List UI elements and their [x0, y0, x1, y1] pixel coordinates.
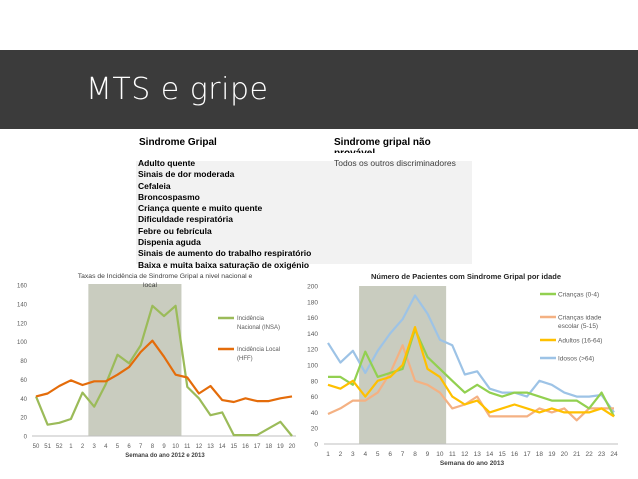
- header-syndrome: Sindrome Gripal: [139, 137, 217, 148]
- x-tick-label: 17: [253, 444, 261, 450]
- x-tick-label: 51: [44, 444, 51, 450]
- legend-entry: Crianças (0-4): [558, 291, 600, 299]
- chart-title: Taxas de Incidência de Sindrome Gripal a nivel nacional e: [77, 273, 253, 280]
- legend-entry: Crianças idade escolar (5-15): [558, 314, 602, 330]
- y-tick-label: 140: [16, 302, 27, 309]
- list-item: Febre ou febrícula: [138, 225, 212, 236]
- y-tick-label: 100: [16, 340, 27, 347]
- x-tick-label: 18: [265, 444, 273, 450]
- x-tick-label: 13: [207, 444, 214, 450]
- legend-entry: Incidência Local (HFF): [237, 347, 281, 362]
- x-tick-label: 21: [573, 451, 581, 458]
- x-tick-label: 3: [351, 451, 355, 458]
- x-tick-label: 14: [218, 444, 226, 450]
- x-tick-label: 6: [388, 451, 392, 458]
- x-tick-label: 52: [55, 444, 63, 450]
- x-tick-label: 20: [560, 451, 568, 458]
- x-tick-label: 10: [172, 444, 179, 450]
- other-discriminators: Todos os outros discriminadores: [334, 158, 456, 168]
- x-tick-label: 4: [104, 444, 108, 450]
- x-axis-label: Semana do ano 2012 e 2013: [125, 453, 205, 459]
- x-tick-label: 16: [510, 451, 519, 458]
- legend-entry: Adultos (16-64): [558, 337, 603, 345]
- list-item: Adulto quente: [138, 158, 196, 168]
- x-tick-label: 7: [139, 444, 143, 450]
- x-tick-label: 16: [242, 444, 249, 450]
- y-tick-label: 120: [16, 321, 27, 328]
- x-tick-label: 50: [32, 444, 40, 450]
- x-tick-label: 22: [585, 451, 593, 458]
- x-tick-label: 8: [413, 451, 417, 458]
- y-tick-label: 80: [310, 378, 318, 386]
- y-tick-label: 20: [310, 425, 318, 433]
- x-tick-label: 24: [610, 451, 618, 458]
- x-tick-label: 13: [473, 451, 481, 458]
- y-tick-label: 140: [307, 330, 318, 338]
- x-tick-label: 2: [338, 451, 343, 458]
- y-tick-label: 180: [307, 299, 318, 307]
- y-tick-label: 60: [20, 377, 27, 384]
- x-tick-label: 12: [461, 451, 469, 458]
- x-tick-label: 19: [277, 444, 284, 450]
- chart-title-line2: local: [143, 282, 157, 289]
- list-item: Dispenia aguda: [138, 237, 201, 248]
- y-tick-label: 100: [307, 362, 318, 370]
- x-tick-label: 19: [548, 451, 556, 458]
- list-item: Cefaleia: [138, 180, 171, 191]
- list-item: Criança quente e muito quente: [138, 203, 263, 214]
- x-tick-label: 14: [486, 451, 494, 458]
- y-tick-label: 0: [23, 434, 27, 441]
- x-tick-label: 4: [363, 451, 368, 458]
- y-tick-label: 60: [310, 394, 318, 402]
- y-tick-label: 80: [20, 359, 27, 365]
- x-tick-label: 7: [400, 451, 405, 458]
- x-tick-label: 11: [448, 451, 456, 458]
- y-tick-label: 20: [20, 415, 27, 422]
- slide-title: MTS e gripe: [86, 72, 269, 107]
- legend-entry: Incidência Nacional (INSA): [237, 316, 281, 331]
- y-tick-label: 160: [307, 315, 318, 323]
- list-item: Dificuldade respiratória: [138, 214, 233, 225]
- x-tick-label: 18: [535, 451, 544, 458]
- x-tick-label: 1: [326, 451, 330, 458]
- x-axis-label: Semana do ano 2013: [439, 460, 505, 467]
- x-tick-label: 23: [597, 451, 606, 458]
- x-tick-label: 8: [150, 444, 155, 450]
- x-tick-label: 20: [288, 444, 296, 450]
- chart-title: Número de Pacientes com Sindrome Gripal por idade: [370, 272, 562, 281]
- x-tick-label: 3: [92, 444, 96, 450]
- y-tick-label: 40: [20, 396, 27, 403]
- chart-incidence: [17, 273, 296, 459]
- x-tick-label: 15: [230, 444, 238, 450]
- list-item: Sinais de aumento do trabalho respiratório: [138, 248, 312, 259]
- y-tick-label: 0: [314, 441, 318, 449]
- header-not-probable: Sindrome gripal não: [334, 137, 431, 148]
- legend-entry: Idosos (>64): [558, 355, 595, 363]
- y-tick-label: 200: [307, 283, 318, 291]
- x-tick-label: 10: [436, 451, 444, 458]
- x-tick-label: 9: [425, 451, 430, 458]
- y-tick-label: 120: [307, 346, 318, 354]
- x-tick-label: 1: [69, 444, 73, 450]
- x-tick-label: 2: [80, 444, 85, 450]
- x-tick-label: 5: [375, 451, 380, 458]
- x-tick-label: 12: [195, 444, 203, 450]
- y-tick-label: 160: [16, 283, 27, 290]
- x-tick-label: 15: [498, 451, 506, 458]
- list-item: Baixa e muita baixa saturação de oxigénio: [138, 259, 310, 270]
- list-item: Broncospasmo: [138, 191, 200, 202]
- x-tick-label: 5: [115, 444, 120, 450]
- x-tick-label: 9: [162, 444, 166, 450]
- x-tick-label: 6: [127, 444, 131, 450]
- chart-patients-by-age: [307, 272, 618, 467]
- y-tick-label: 40: [310, 409, 318, 417]
- list-item: Sinais de dor moderada: [138, 169, 235, 180]
- x-tick-label: 17: [523, 451, 531, 458]
- x-tick-label: 11: [184, 444, 191, 450]
